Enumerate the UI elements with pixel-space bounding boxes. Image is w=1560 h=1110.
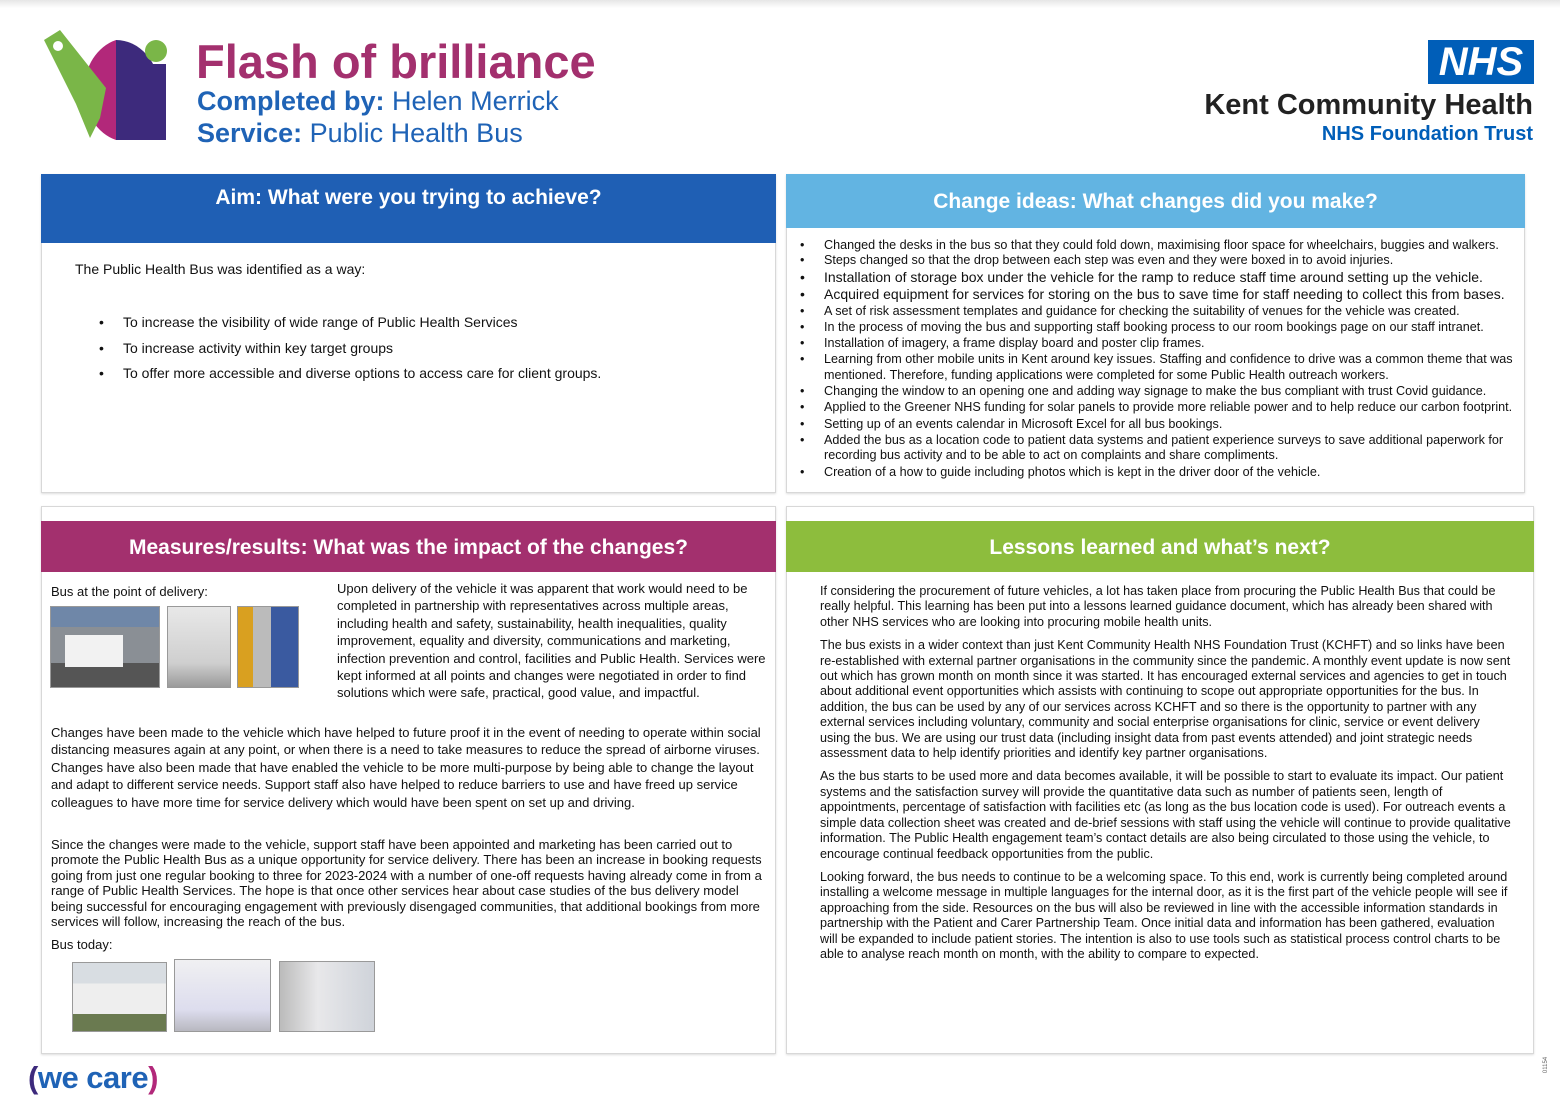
nhs-logo: NHS <box>1428 40 1534 84</box>
page-title: Flash of brilliance <box>196 35 596 88</box>
delivery-caption: Bus at the point of delivery: <box>51 584 208 599</box>
aim-item: • To increase activity within key target groups <box>97 336 601 362</box>
change-item: • Installation of imagery, a frame display board and poster clip frames. <box>798 336 1550 351</box>
change-item: • Learning from other mobile units in Kent around key issues. Staffing and confidence to drive was a common theme that was mentioned. Therefore, funding applications were completed for some Public Health outreach workers. <box>798 352 1550 383</box>
today-caption: Bus today: <box>51 937 113 952</box>
change-item: • Applied to the Greener NHS funding for solar panels to provide more reliable power and to help reduce our carbon footprint. <box>798 400 1550 415</box>
change-heading: Change ideas: What changes did you make? <box>786 174 1525 228</box>
completed-by: Completed by: Helen Merrick <box>197 86 559 116</box>
aim-item: • To increase the visibility of wide range of Public Health Services <box>97 310 601 336</box>
document-code: 01154 <box>1543 1056 1550 1074</box>
service: Service: Public Health Bus <box>197 118 523 148</box>
bus-today-display-photo <box>279 961 375 1032</box>
lessons-paragraph: As the bus starts to be used more and data becomes available, it will be possible to start to evaluate its impact. Our patient systems and the satisfaction survey will provide the quantitative data such as number of patients seen, length of appointments, percentage of satisfaction with facilities etc (as long as the bus location code is used). For outreach events a simple data collection sheet was created and de-brief sessions with staff using the vehicle will continue to provide qualitative information. The Public Health engagement team’s contact details are also being circulated to those using the vehicle, to encourage continual feedback opportunities from the public. <box>820 769 1511 861</box>
change-item: • In the process of moving the bus and supporting staff booking process to our room bookings page on our staff intranet. <box>798 320 1550 335</box>
measures-heading: Measures/results: What was the impact of the changes? <box>41 521 776 572</box>
lessons-heading: Lessons learned and what’s next? <box>786 521 1534 572</box>
lessons-paragraph: If considering the procurement of future vehicles, a lot has taken place from procuring the Public Health Bus that could be really helpful. This learning has been put into a lessons learned guidance document, which has already been shared with other NHS services who are looking into procuring mobile health units. <box>820 584 1496 629</box>
change-item: • Acquired equipment for services for storing on the bus to save time for staff needing to collect this from bases. <box>798 286 1550 303</box>
lessons-text <box>820 584 1512 970</box>
change-item: • Steps changed so that the drop between each step was even and they were boxed in to avoid injuries. <box>798 253 1550 268</box>
aim-intro: The Public Health Bus was identified as a way: <box>75 261 366 277</box>
aim-item: • To offer more accessible and diverse options to access care for client groups. <box>97 361 601 387</box>
change-item: • Installation of storage box under the vehicle for the ramp to reduce staff time around setting up the vehicle. <box>798 269 1550 286</box>
bus-today-exterior-photo <box>72 962 167 1032</box>
lessons-paragraph: The bus exists in a wider context than just Kent Community Health NHS Foundation Trust (KCHFT) and so links have been re-established with external partner organisations in the community since the pandemic. A monthly event update is now sent out which has grown month on month since it was started. It has encouraged external services and agencies to get in touch about additional event opportunities which assists with continuing to scope out appropriate opportunities for the bus. In addition, the bus can be used by any of our services across KCHFT and so there is the opportunity to partner with any external services including voluntary, community and social enterprise organisations for clinic, service or event delivery using the bus. We are using our trust data (including insight data from past events attended) and joint strategic needs assessment data to help identify priorities and identify key partner organisations. <box>820 638 1511 761</box>
change-item: • A set of risk assessment templates and guidance for checking the suitability of venues for the vehicle was created. <box>798 304 1550 319</box>
org-subtitle: NHS Foundation Trust <box>1321 123 1533 145</box>
change-list <box>798 238 1550 480</box>
we-care-logo: (we care) <box>28 1060 158 1095</box>
lessons-paragraph: Looking forward, the bus needs to continue to be a welcoming space. To this end, work is currently being completed around installing a welcome message in multiple languages for the internal door, as it is the first part of the vehicle people will see if approaching from the side. Resources on the bus will also be reviewed in line with the accessible information standards in partnership with the Patient and Carer Partnership Team. Once initial data and information has been gathered, evaluation will be expanded to include patient stories. The intention is also to use tools such as statistical process control charts to be able to analyse reach month on month, with the ability to compare to expected. <box>820 869 1508 961</box>
qi-logo <box>36 28 172 144</box>
top-shade <box>0 0 1560 8</box>
aim-heading: Aim: What were you trying to achieve? <box>41 174 776 243</box>
change-item: • Changed the desks in the bus so that they could fold down, maximising floor space for wheelchairs, buggies and walkers. <box>798 238 1550 253</box>
bus-today-interior-photo <box>174 959 271 1032</box>
measures-paragraph: Changes have been made to the vehicle which have helped to future proof it in the event of needing to operate within social distancing measures again at any point, or when there is a need to take measures to reduce the spread of airborne viruses. Changes have also been made that have enabled the vehicle to be more multi-purpose by being able to change the layout and adapt to different service needs. Support staff also have helped to reduce barriers to use and have freed up service colleagues to have more time for service delivery which would have been spent on set up and driving. <box>51 725 761 810</box>
bus-ramp-photo <box>237 606 299 688</box>
change-item: • Changing the window to an opening one and adding way signage to make the bus compliant with trust Covid guidance. <box>798 384 1550 399</box>
change-item: • Creation of a how to guide including photos which is kept in the driver door of the vehicle. <box>798 465 1550 480</box>
change-item: • Setting up of an events calendar in Microsoft Excel for all bus bookings. <box>798 417 1550 432</box>
bus-interior-photo <box>167 606 231 688</box>
aim-list <box>97 310 601 387</box>
measures-paragraph: Since the changes were made to the vehicle, support staff have been appointed and marketing has been carried out to promote the Public Health Bus as a unique opportunity for service delivery. There has been an increase in booking requests going from just one regular booking to three for 2023-2024 with a number of one-off requests having already come in from a range of Public Health Services. The hope is that once other services hear about case studies of the bus delivery model being successful for encouraging engagement with previously disengaged communities, that additional bookings from more services will follow, increasing the reach of the bus. <box>51 837 762 930</box>
org-name: Kent Community Health <box>1204 89 1533 121</box>
delivery-text: Upon delivery of the vehicle it was apparent that work would need to be completed in partnership with representatives across multiple areas, including health and safety, sustainability, health inequalities, quality improvement, equality and diversity, communications and marketing, infection prevention and control, facilities and Public Health. Services were kept informed at all points and changes were negotiated in order to find solutions which were safe, practical, good value, and impactful. <box>337 581 766 701</box>
bus-exterior-photo <box>50 606 160 688</box>
change-item: • Added the bus as a location code to patient data systems and patient experience surveys to save additional paperwork for recording bus activity and to be able to act on complaints and share compliments. <box>798 433 1550 464</box>
